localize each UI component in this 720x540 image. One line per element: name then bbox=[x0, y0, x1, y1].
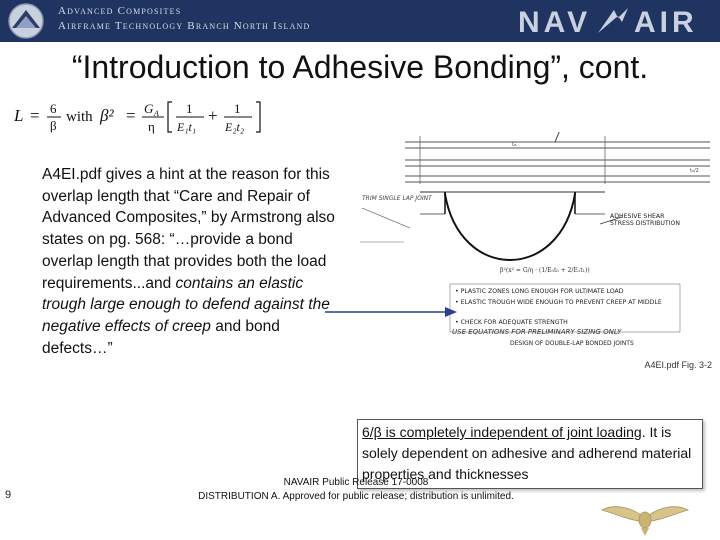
svg-text:β²(x² = G/η · (1/E₀t₀ + 2/E₁t₁: β²(x² = G/η · (1/E₀t₀ + 2/E₁t₁)) bbox=[500, 267, 590, 274]
body-text-part-1: A4EI.pdf gives a hint at the reason for this overlap length that “Care and Repair of Advanced Composites,” by Armstrong also states on pg. 568: “…provide a bond overlap length that provides both the load requirements...and bbox=[42, 166, 335, 292]
svg-text:NAV: NAV bbox=[518, 6, 592, 36]
formula-one-b: 1 bbox=[234, 101, 241, 116]
org-name bbox=[58, 4, 311, 34]
formula-ga: G bbox=[144, 101, 154, 116]
footer-release: NAVAIR Public Release 17-0008 bbox=[283, 477, 429, 488]
formula-beta: β bbox=[50, 118, 57, 133]
formula-e2t2: E₂t₂ bbox=[225, 120, 245, 134]
navair-logo-icon bbox=[518, 6, 708, 36]
svg-text:TRIM SINGLE LAP JOINT: TRIM SINGLE LAP JOINT bbox=[362, 195, 432, 202]
svg-text:AIR: AIR bbox=[634, 6, 698, 36]
formula-ga-sub: A bbox=[154, 109, 159, 118]
pointer-arrow-icon bbox=[325, 300, 460, 320]
handwritten-sizing-note: USE EQUATIONS FOR PRELIMINARY SIZING ONLY bbox=[452, 328, 622, 336]
page-number: 9 bbox=[5, 489, 12, 501]
svg-text:=: = bbox=[126, 106, 136, 125]
label-shear-stress: ADHESIVE SHEAR STRESS DISTRIBUTION bbox=[610, 213, 681, 227]
org-line-2: Airframe Technology Branch North Island bbox=[58, 20, 311, 32]
naval-aviator-wings-icon bbox=[600, 498, 690, 538]
svg-text:+: + bbox=[208, 106, 218, 125]
bullet-plastic-zones: • PLASTIC ZONES LONG ENOUGH FOR ULTIMATE LOAD bbox=[455, 288, 624, 295]
body-text-part-3: and bond defects…” bbox=[42, 317, 280, 357]
figure-caption: A4EI.pdf Fig. 3-2 bbox=[644, 360, 712, 370]
navair-emblem-icon bbox=[6, 2, 46, 40]
svg-text:t₀/2: t₀/2 bbox=[690, 168, 699, 174]
slide-title: “Introduction to Adhesive Bonding”, cont. bbox=[71, 49, 649, 85]
formula-eta: η bbox=[148, 119, 155, 134]
bullet-check-strength: • CHECK FOR ADEQUATE STRENGTH bbox=[455, 319, 568, 326]
bullet-elastic-trough: • ELASTIC TROUGH WIDE ENOUGH TO PREVENT CREEP AT MIDDLE bbox=[455, 299, 662, 306]
header-banner bbox=[0, 0, 720, 42]
figure-design-caption: DESIGN OF DOUBLE-LAP BONDED JOINTS bbox=[510, 340, 634, 347]
formula-e1t1: E₁t₁ bbox=[177, 120, 197, 134]
overlap-formula bbox=[14, 96, 294, 136]
formula-with: with bbox=[66, 109, 93, 125]
callout-underlined-text: 6/β is completely independent of joint loading bbox=[362, 424, 642, 440]
callout-text: . It is solely dependent on adhesive and adherend material properties and thicknesses bbox=[362, 424, 692, 482]
footer-distribution: DISTRIBUTION A. Approved for public release; distribution is unlimited. bbox=[198, 491, 514, 502]
handwritten-note bbox=[362, 195, 433, 228]
formula-lhs: L bbox=[14, 106, 24, 125]
org-line-1: Advanced Composites bbox=[58, 5, 182, 17]
footer-notice bbox=[150, 476, 562, 504]
body-text-italic: contains an elastic trough large enough to defend against the negative effects of creep bbox=[42, 274, 330, 335]
formula-one-a: 1 bbox=[186, 101, 193, 116]
svg-text:G.: G. bbox=[512, 142, 518, 148]
formula-six: 6 bbox=[50, 101, 57, 116]
svg-text:=: = bbox=[30, 106, 40, 125]
body-paragraph bbox=[42, 164, 342, 359]
formula-beta-sq: β² bbox=[100, 106, 114, 125]
